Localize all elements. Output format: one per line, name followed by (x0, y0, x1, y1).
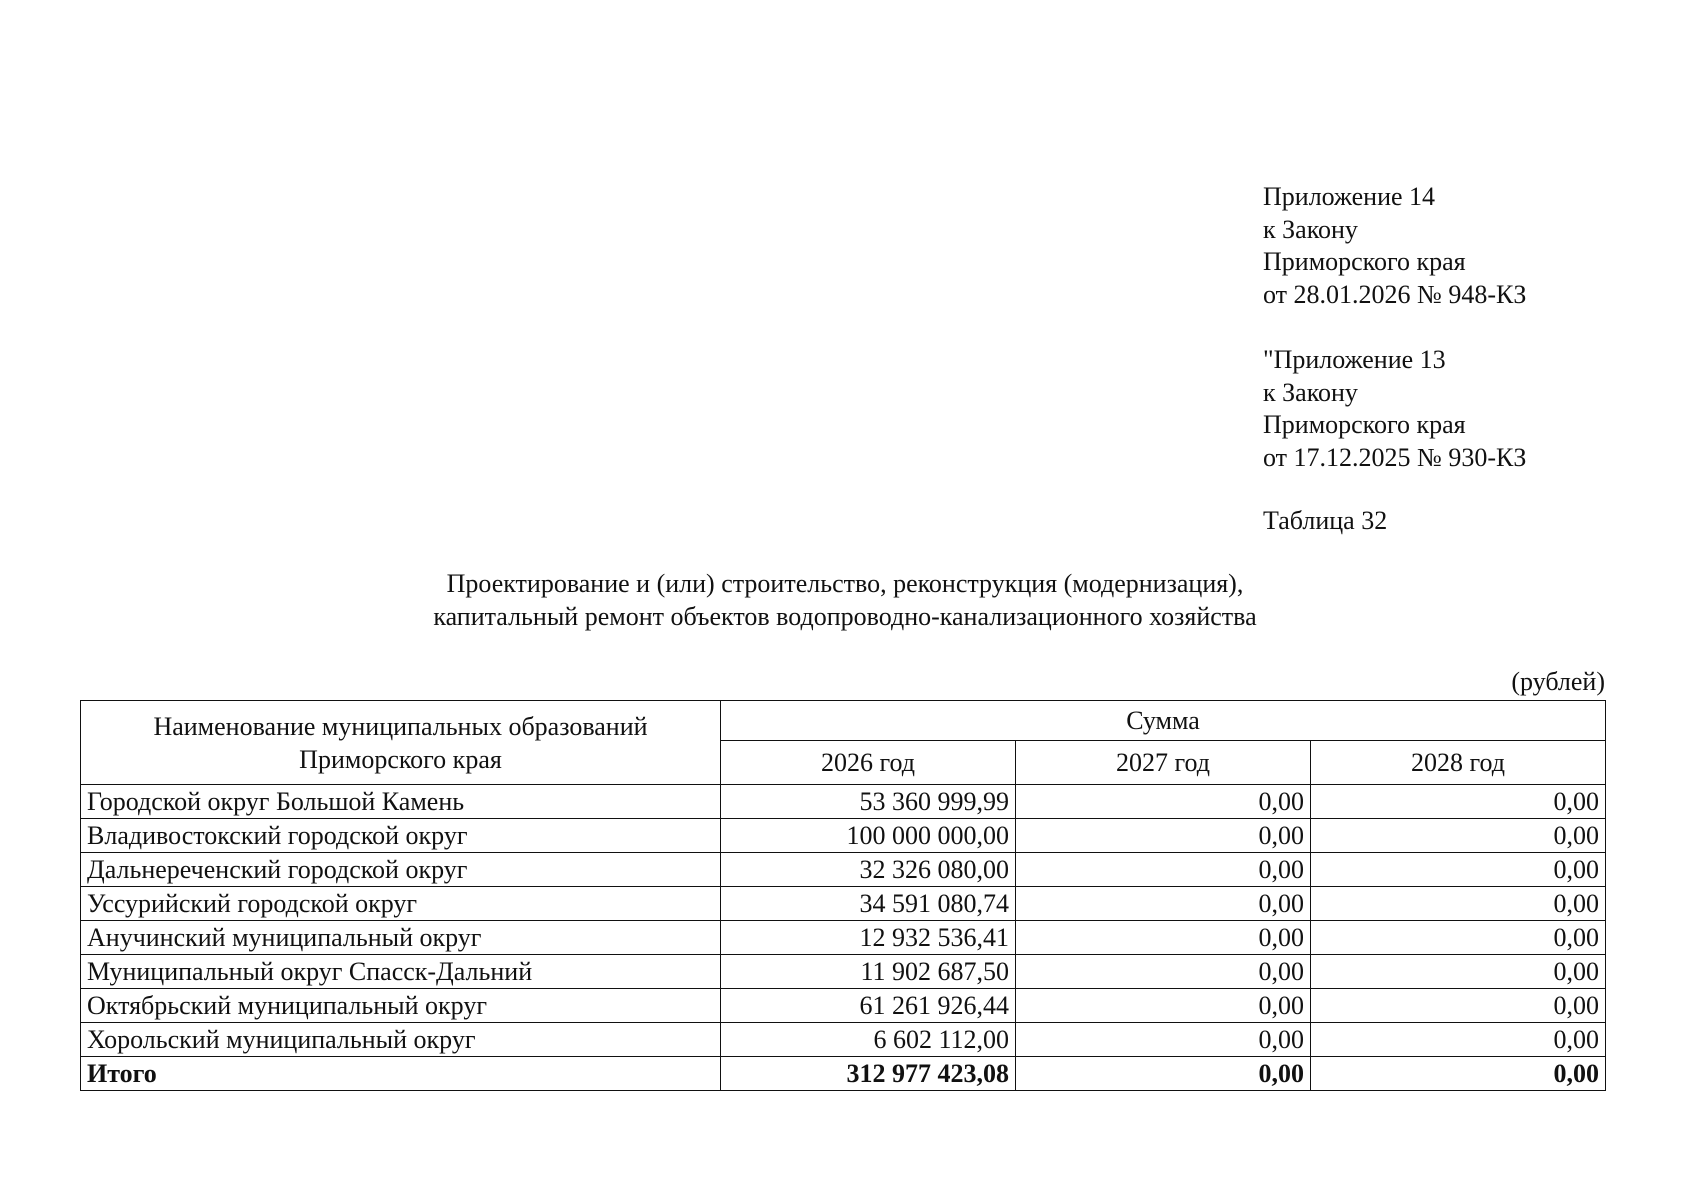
row-municipality: Городской округ Большой Камень (81, 785, 721, 819)
appendix-current-date: от 28.01.2026 № 948-КЗ (1263, 279, 1527, 309)
row-amount-2027: 0,00 (1016, 1023, 1311, 1057)
row-municipality: Дальнереченский городской округ (81, 853, 721, 887)
appendix-previous-block (1263, 344, 1526, 474)
table-row (81, 785, 1606, 819)
header-municipality-line-1: Наименование муниципальных образований (153, 711, 648, 741)
header-year-2027: 2027 год (1016, 741, 1311, 785)
document-title (80, 567, 1610, 633)
header-year-2028: 2028 год (1311, 741, 1606, 785)
table-row (81, 1023, 1606, 1057)
appendix-current-region: Приморского края (1263, 247, 1466, 276)
table-label: Таблица 32 (1263, 506, 1388, 535)
row-amount-2027: 0,00 (1016, 989, 1311, 1023)
appendix-current-block (1263, 181, 1526, 311)
total-row (81, 1057, 1606, 1091)
row-municipality: Октябрьский муниципальный округ (81, 989, 721, 1023)
row-amount-2027: 0,00 (1016, 853, 1311, 887)
document-title-line-1: Проектирование и (или) строительство, реконструкция (модернизация), (446, 569, 1244, 598)
row-amount-2026: 11 902 687,50 (721, 955, 1016, 989)
row-amount-2027: 0,00 (1016, 887, 1311, 921)
row-amount-2028: 0,00 (1311, 887, 1606, 921)
header-row-top (81, 701, 1606, 741)
row-amount-2028: 0,00 (1311, 1023, 1606, 1057)
row-municipality: Владивостокский городской округ (81, 819, 721, 853)
appendix-current-title: Приложение 14 (1263, 182, 1436, 211)
table-row (81, 921, 1606, 955)
appendix-previous-law: к Закону (1263, 377, 1358, 407)
row-municipality: Муниципальный округ Спасск-Дальний (81, 955, 721, 989)
row-amount-2026: 34 591 080,74 (721, 887, 1016, 921)
units-label: (рублей) (1511, 667, 1605, 696)
row-amount-2028: 0,00 (1311, 819, 1606, 853)
row-amount-2027: 0,00 (1016, 785, 1311, 819)
table-row (81, 955, 1606, 989)
header-sum: Сумма (721, 701, 1606, 741)
row-amount-2027: 0,00 (1016, 819, 1311, 853)
header-municipality-line-2: Приморского края (299, 744, 502, 774)
appendix-previous-date: от 17.12.2025 № 930-КЗ (1263, 442, 1527, 472)
row-amount-2028: 0,00 (1311, 989, 1606, 1023)
table-row (81, 853, 1606, 887)
row-amount-2026: 12 932 536,41 (721, 921, 1016, 955)
row-municipality: Анучинский муниципальный округ (81, 921, 721, 955)
row-amount-2028: 0,00 (1311, 921, 1606, 955)
table-row (81, 989, 1606, 1023)
total-label: Итого (81, 1057, 721, 1091)
row-amount-2028: 0,00 (1311, 853, 1606, 887)
appendix-previous-title: "Приложение 13 (1263, 345, 1446, 374)
funding-table (80, 700, 1606, 1091)
header-municipality (81, 701, 721, 785)
row-municipality: Уссурийский городской округ (81, 887, 721, 921)
row-municipality: Хорольский муниципальный округ (81, 1023, 721, 1057)
table-row (81, 887, 1606, 921)
document-title-line-2: капитальный ремонт объектов водопроводно-канализационного хозяйства (433, 602, 1257, 631)
row-amount-2028: 0,00 (1311, 955, 1606, 989)
total-amount-2028: 0,00 (1311, 1057, 1606, 1091)
header-year-2026: 2026 год (721, 741, 1016, 785)
row-amount-2026: 100 000 000,00 (721, 819, 1016, 853)
appendix-previous-region: Приморского края (1263, 410, 1466, 439)
row-amount-2026: 53 360 999,99 (721, 785, 1016, 819)
row-amount-2027: 0,00 (1016, 955, 1311, 989)
row-amount-2026: 32 326 080,00 (721, 853, 1016, 887)
appendix-current-law: к Закону (1263, 214, 1358, 244)
total-amount-2027: 0,00 (1016, 1057, 1311, 1091)
row-amount-2028: 0,00 (1311, 785, 1606, 819)
row-amount-2026: 6 602 112,00 (721, 1023, 1016, 1057)
table-row (81, 819, 1606, 853)
row-amount-2026: 61 261 926,44 (721, 989, 1016, 1023)
total-amount-2026: 312 977 423,08 (721, 1057, 1016, 1091)
row-amount-2027: 0,00 (1016, 921, 1311, 955)
